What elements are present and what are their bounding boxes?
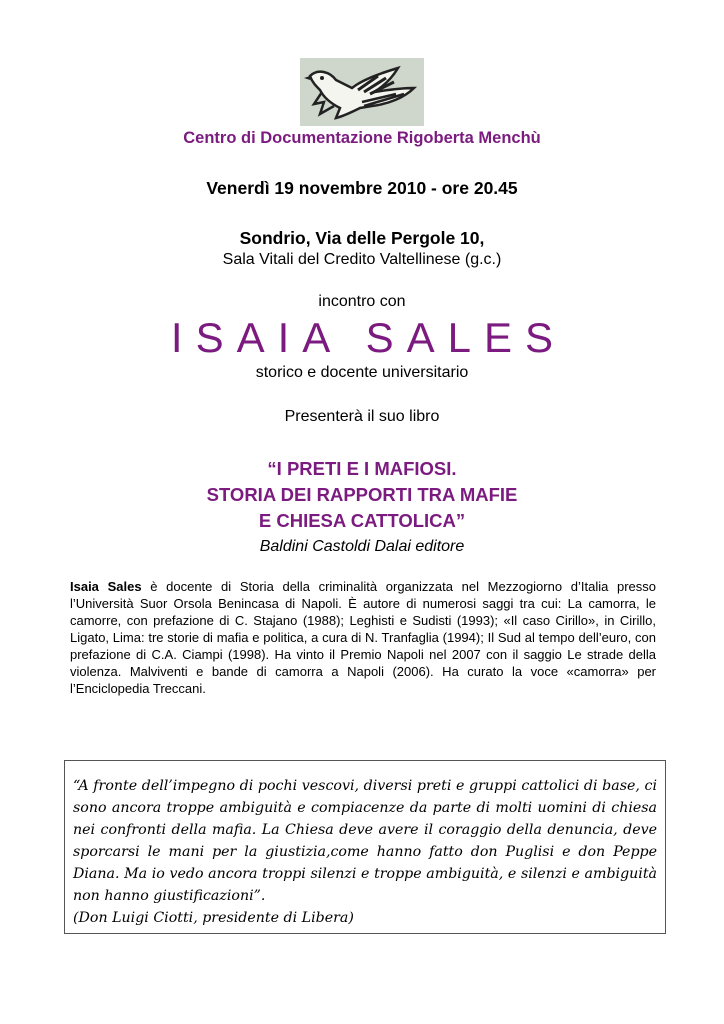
logo (300, 58, 424, 126)
quote-text: “A fronte dell’impegno di pochi vescovi, diversi preti e gruppi cattolici di base, ci sono ancora troppe ambiguità e compiacenze da parte di molti uomini di chiesa nei confronti della mafia. La Chiesa deve avere il coraggio della denuncia, deve sporcarsi le mani per la giustizia,come hanno fatto don Puglisi e don Peppe Diana. Ma io vedo ancora troppi silenzi e troppe ambiguità, e silenzi e ambiguità non hanno giustificazioni”. (73, 778, 657, 904)
quote-box (64, 760, 666, 934)
book-title-line: STORIA DEI RAPPORTI TRA MAFIE (206, 484, 518, 505)
event-date: Venerdì 19 novembre 2010 - ore 20.45 (206, 178, 518, 198)
book-title (0, 456, 724, 534)
bio-text: è docente di Storia della criminalità organizzata nel Mezzogiorno d’Italia presso l’Università Suor Orsola Benincasa di Napoli. È autore di numerosi saggi tra cui: La camorra, le camorre, con prefazione di C. Stajano (1988); Leghisti e Sudisti (1993); «Il caso Cirillo», in Cirillo, Ligato, Lima: tre storie di mafia e politica, a cura di N. Tranfaglia (1994); Il Sud al tempo dell’euro, con prefazione di C.A. Ciampi (1998). Ha vinto il Premio Napoli nel 2007 con il saggio Le strade della violenza. Malviventi e bande di camorra a Napoli (2006). Ha curato la voce «camorra» per l’Enciclopedia Treccani. (70, 579, 657, 696)
book-intro: Presenterà il suo libro (284, 408, 440, 425)
speaker-name: ISAIA SALES (170, 314, 567, 361)
speaker-role: storico e docente universitario (255, 364, 469, 381)
book-title-line: “I PRETI E I MAFIOSI. (267, 458, 457, 479)
speaker-intro: incontro con (318, 293, 406, 310)
event-hall: Sala Vitali del Credito Valtellinese (g.c.) (222, 251, 502, 268)
quote-author: (Don Luigi Ciotti, presidente di Libera) (73, 910, 354, 926)
dove-icon (300, 58, 424, 126)
bio-name: Isaia Sales (70, 579, 142, 594)
book-publisher: Baldini Castoldi Dalai editore (259, 538, 465, 555)
speaker-bio (70, 578, 656, 697)
organization-name: Centro di Documentazione Rigoberta Menchù (183, 129, 541, 147)
book-title-line: E CHIESA CATTOLICA” (258, 510, 466, 531)
event-address: Sondrio, Via delle Pergole 10, (239, 228, 485, 248)
